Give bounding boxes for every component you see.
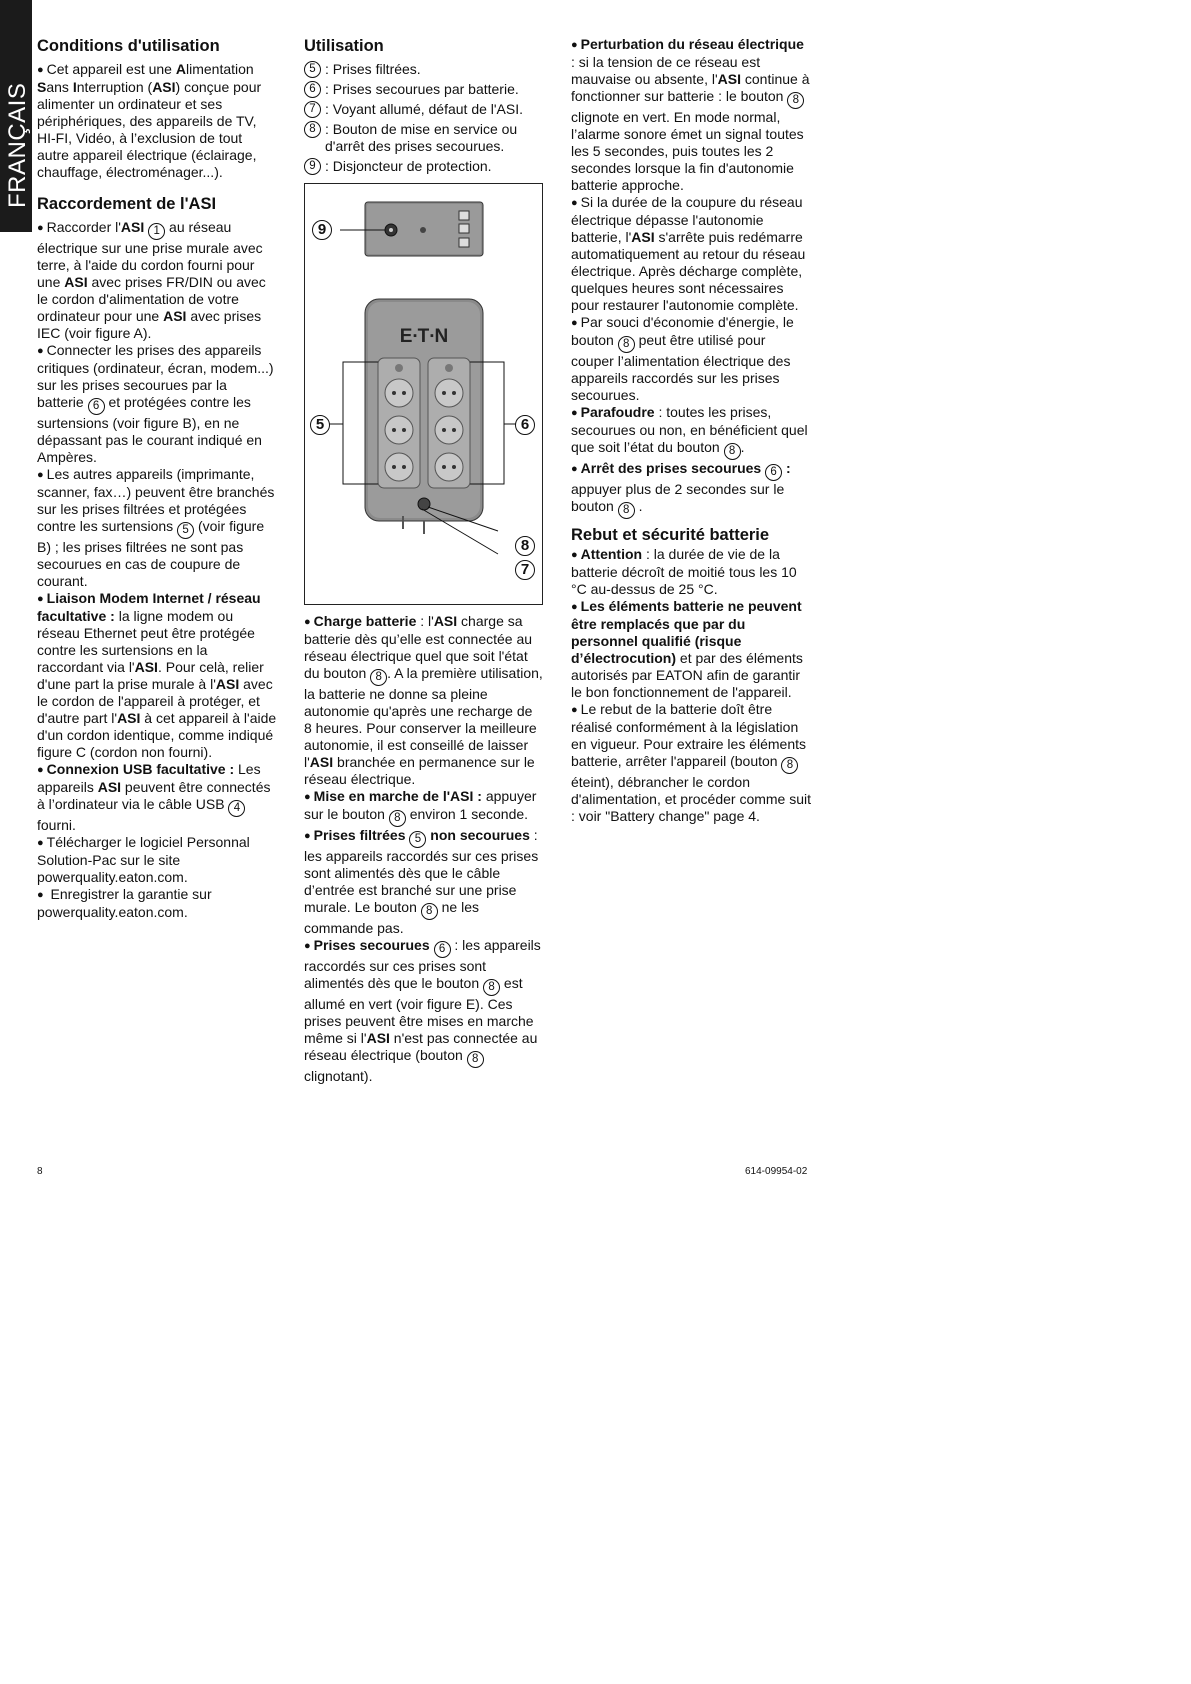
callout-6-icon: 6 — [88, 398, 105, 415]
callout-8-icon: 8 — [724, 443, 741, 460]
heading-rebut: Rebut et sécurité batterie — [571, 526, 770, 544]
callout-1-icon: 1 — [148, 223, 165, 240]
bullet-mise-en-marche: ● Mise en marche de l'ASI : appuyer sur le bouton 8 environ 1 seconde. — [304, 788, 544, 827]
column-3 — [571, 36, 811, 825]
bullet-usb: ● Connexion USB facultative : Les appareils ASI peuvent être connectés à l’ordinateur via le câble USB 4 fourni. — [37, 761, 271, 833]
callout-icon: 5 — [304, 61, 321, 78]
callout-5-icon: 5 — [409, 831, 426, 848]
bullet-elements-batterie: ● Les éléments batterie ne peuvent être remplacés que par du personnel qualifié (risque d’électrocution) et par des éléments autorisés par EATON afin de garantir le bon fonctionnement de l'appareil. — [571, 598, 803, 700]
callout-8-icon: 8 — [781, 757, 798, 774]
bullet-duree-coupure: ● Si la durée de la coupure du réseau électrique dépasse l'autonomie batterie, l'ASI s'arrête puis redémarre automatiquement au retour du réseau électrique. Après décharge complète, quelques heures sont nécessaires pour restaurer l'autonomie complète. — [571, 194, 806, 313]
bullet-charge-batterie: ● Charge batterie : l'ASI charge sa batterie dès qu’elle est connectée au réseau électrique quel que soit l'état du bouton 8 . A la première utilisation, la batterie ne donne sa pleine autonomie qu'après une recharge de 8 heures. Pour conserver la meilleure autonomie, il est conseillé de laisser l'ASI branchée en permanence sur le réseau électrique. — [304, 613, 543, 787]
bullet-connecter: ● Connecter les prises des appareils critiques (ordinateur, écran, modem...) sur les prises secourues par la batterie 6 et protégées contre les surtensions (voir figure B), en ne dépassant pas le courant indiqué en Ampères. — [37, 342, 274, 465]
callout-8-icon: 8 — [787, 92, 804, 109]
language-label: FRANÇAIS — [4, 82, 31, 208]
callout-6-icon: 6 — [765, 464, 782, 481]
bullet-perturbation: ● Perturbation du réseau électrique : si la tension de ce réseau est mauvaise ou absente, l'ASI continue à fonctionner sur batterie : le bouton 8 clignote en vert. En mode normal, l’alarme sonore émet un signal toutes les 5 secondes, puis toutes les 2 secondes lorsque la fin d'autonomie batterie approche. — [571, 36, 810, 193]
paragraph-intro: ● Cet appareil est une Alimentation Sans Interruption (ASI) conçue pour alimenter un ordinateur et ses périphériques, des appareils de TV, HI-FI, Vidéo, à l’exclusion de tout autre appareil électrique (éclairage, chauffage, électroménager...). — [37, 61, 262, 180]
brand-logo: E∙T∙N — [399, 326, 449, 347]
heading-raccordement: Raccordement de l'ASI — [37, 195, 217, 213]
bullet-rebut-batterie: ● Le rebut de la batterie doît être réalisé conformément à la législation en vigueur. Pour extraire les éléments batterie, arrêter l'appareil (bouton 8 éteint), débrancher le cordon d'alimentation, et procéder comme suit : voir "Battery change" page 4. — [571, 701, 812, 824]
heading-utilisation: Utilisation — [304, 37, 384, 55]
column-2-lower — [304, 613, 544, 1085]
document-code: 614-09954-02 — [745, 1166, 808, 1177]
callout-8-icon: 8 — [483, 979, 500, 996]
bullet-arret-prises: ● Arrêt des prises secourues 6 : appuyer plus de 2 secondes sur le bouton 8 . — [571, 460, 811, 519]
figure-callout-8-icon: 8 — [515, 536, 535, 556]
callout-4-icon: 4 — [228, 800, 245, 817]
legend-item: 9 : Disjoncteur de protection. — [304, 158, 544, 175]
callout-8-icon: 8 — [618, 336, 635, 353]
bullet-economie-energie: ● Par souci d'économie d'énergie, le bouton 8 peut être utilisé pour couper l’alimentation électrique des appareils raccordés sur les prises secourues. — [571, 314, 794, 403]
bullet-liaison-modem: ● Liaison Modem Internet / réseau facultative : la ligne modem ou réseau Ethernet peut être protégée contre les surtensions en la raccordant via l'ASI. Pour celà, relier d'une part la prise murale à l'ASI avec le cordon de l'appareil à protéger, et d'autre part l'ASI à cet appareil à l'aide d'un cordon identique, comme indiqué figure C (cordon non fourni). — [37, 590, 277, 760]
callout-8-icon: 8 — [421, 903, 438, 920]
legend-item: 8 : Bouton de mise en service ou d'arrêt des prises secourues. — [304, 121, 544, 155]
callout-8-icon: 8 — [389, 810, 406, 827]
callout-8-icon: 8 — [467, 1051, 484, 1068]
callout-6-icon: 6 — [434, 941, 451, 958]
callout-8-icon: 8 — [370, 669, 387, 686]
column-2 — [304, 36, 544, 178]
bullet-parafoudre: ● Parafoudre : toutes les prises, secourues ou non, en bénéficient quel que soit l’état du bouton 8 . — [571, 404, 811, 460]
figure-callout-7-icon: 7 — [515, 560, 535, 580]
figure-callout-6-icon: 6 — [515, 415, 535, 435]
legend-item: 7 : Voyant allumé, défaut de l'ASI. — [304, 101, 544, 118]
figure-callout-5-icon: 5 — [310, 415, 330, 435]
page-number: 8 — [37, 1166, 43, 1177]
language-tab — [0, 0, 32, 232]
ups-figure — [304, 183, 543, 605]
heading-conditions: Conditions d'utilisation — [37, 37, 220, 55]
ups-illustration — [305, 184, 542, 604]
column-1 — [37, 36, 277, 921]
callout-icon: 8 — [304, 121, 321, 138]
bullet-prises-secourues: ● Prises secourues 6 : les appareils raccordés sur ces prises sont alimentés dès que le bouton 8 est allumé en vert (voir figure E). Ces prises peuvent être mises en marche même si l'ASI n'est pas connectée au réseau électrique (bouton 8 clignotant). — [304, 937, 541, 1084]
callout-5-icon: 5 — [177, 522, 194, 539]
bullet-prises-filtrees: ● Prises filtrées 5 non secourues : les appareils raccordés sur ces prises sont alimentés dès que le câble d’entrée est branché sur une prise murale. Le bouton 8 ne les commande pas. — [304, 827, 539, 936]
callout-icon: 7 — [304, 101, 321, 118]
bullet-autres-appareils: ● Les autres appareils (imprimante, scanner, fax…) peuvent être branchés sur les prises filtrées et protégées contre les surtensions 5 (voir figure B) ; les prises filtrées ne sont pas secourues en cas de coupure de courant. — [37, 466, 275, 589]
legend-item: 5 : Prises filtrées. — [304, 61, 544, 78]
callout-icon: 9 — [304, 158, 321, 175]
bullet-garantie: ● Enregistrer la garantie sur powerquality.eaton.com. — [37, 886, 212, 920]
figure-callout-9-icon: 9 — [312, 220, 332, 240]
bullet-telecharger: ● Télécharger le logiciel Personnal Solution-Pac sur le site powerquality.eaton.com. — [37, 834, 250, 885]
bullet-attention: ● Attention : la durée de vie de la batterie décroît de moitié tous les 10 °C au-dessus de 25 °C. — [571, 546, 797, 597]
legend-item: 6 : Prises secourues par batterie. — [304, 81, 544, 98]
callout-icon: 6 — [304, 81, 321, 98]
bullet-raccorder: ● Raccorder l'ASI 1 au réseau électrique sur une prise murale avec terre, à l'aide du cordon fourni pour une ASI avec prises FR/DIN ou avec le cordon d'alimentation de votre ordinateur pour une ASI avec prises IEC (voir figure A). — [37, 219, 266, 341]
callout-8-icon: 8 — [618, 502, 635, 519]
